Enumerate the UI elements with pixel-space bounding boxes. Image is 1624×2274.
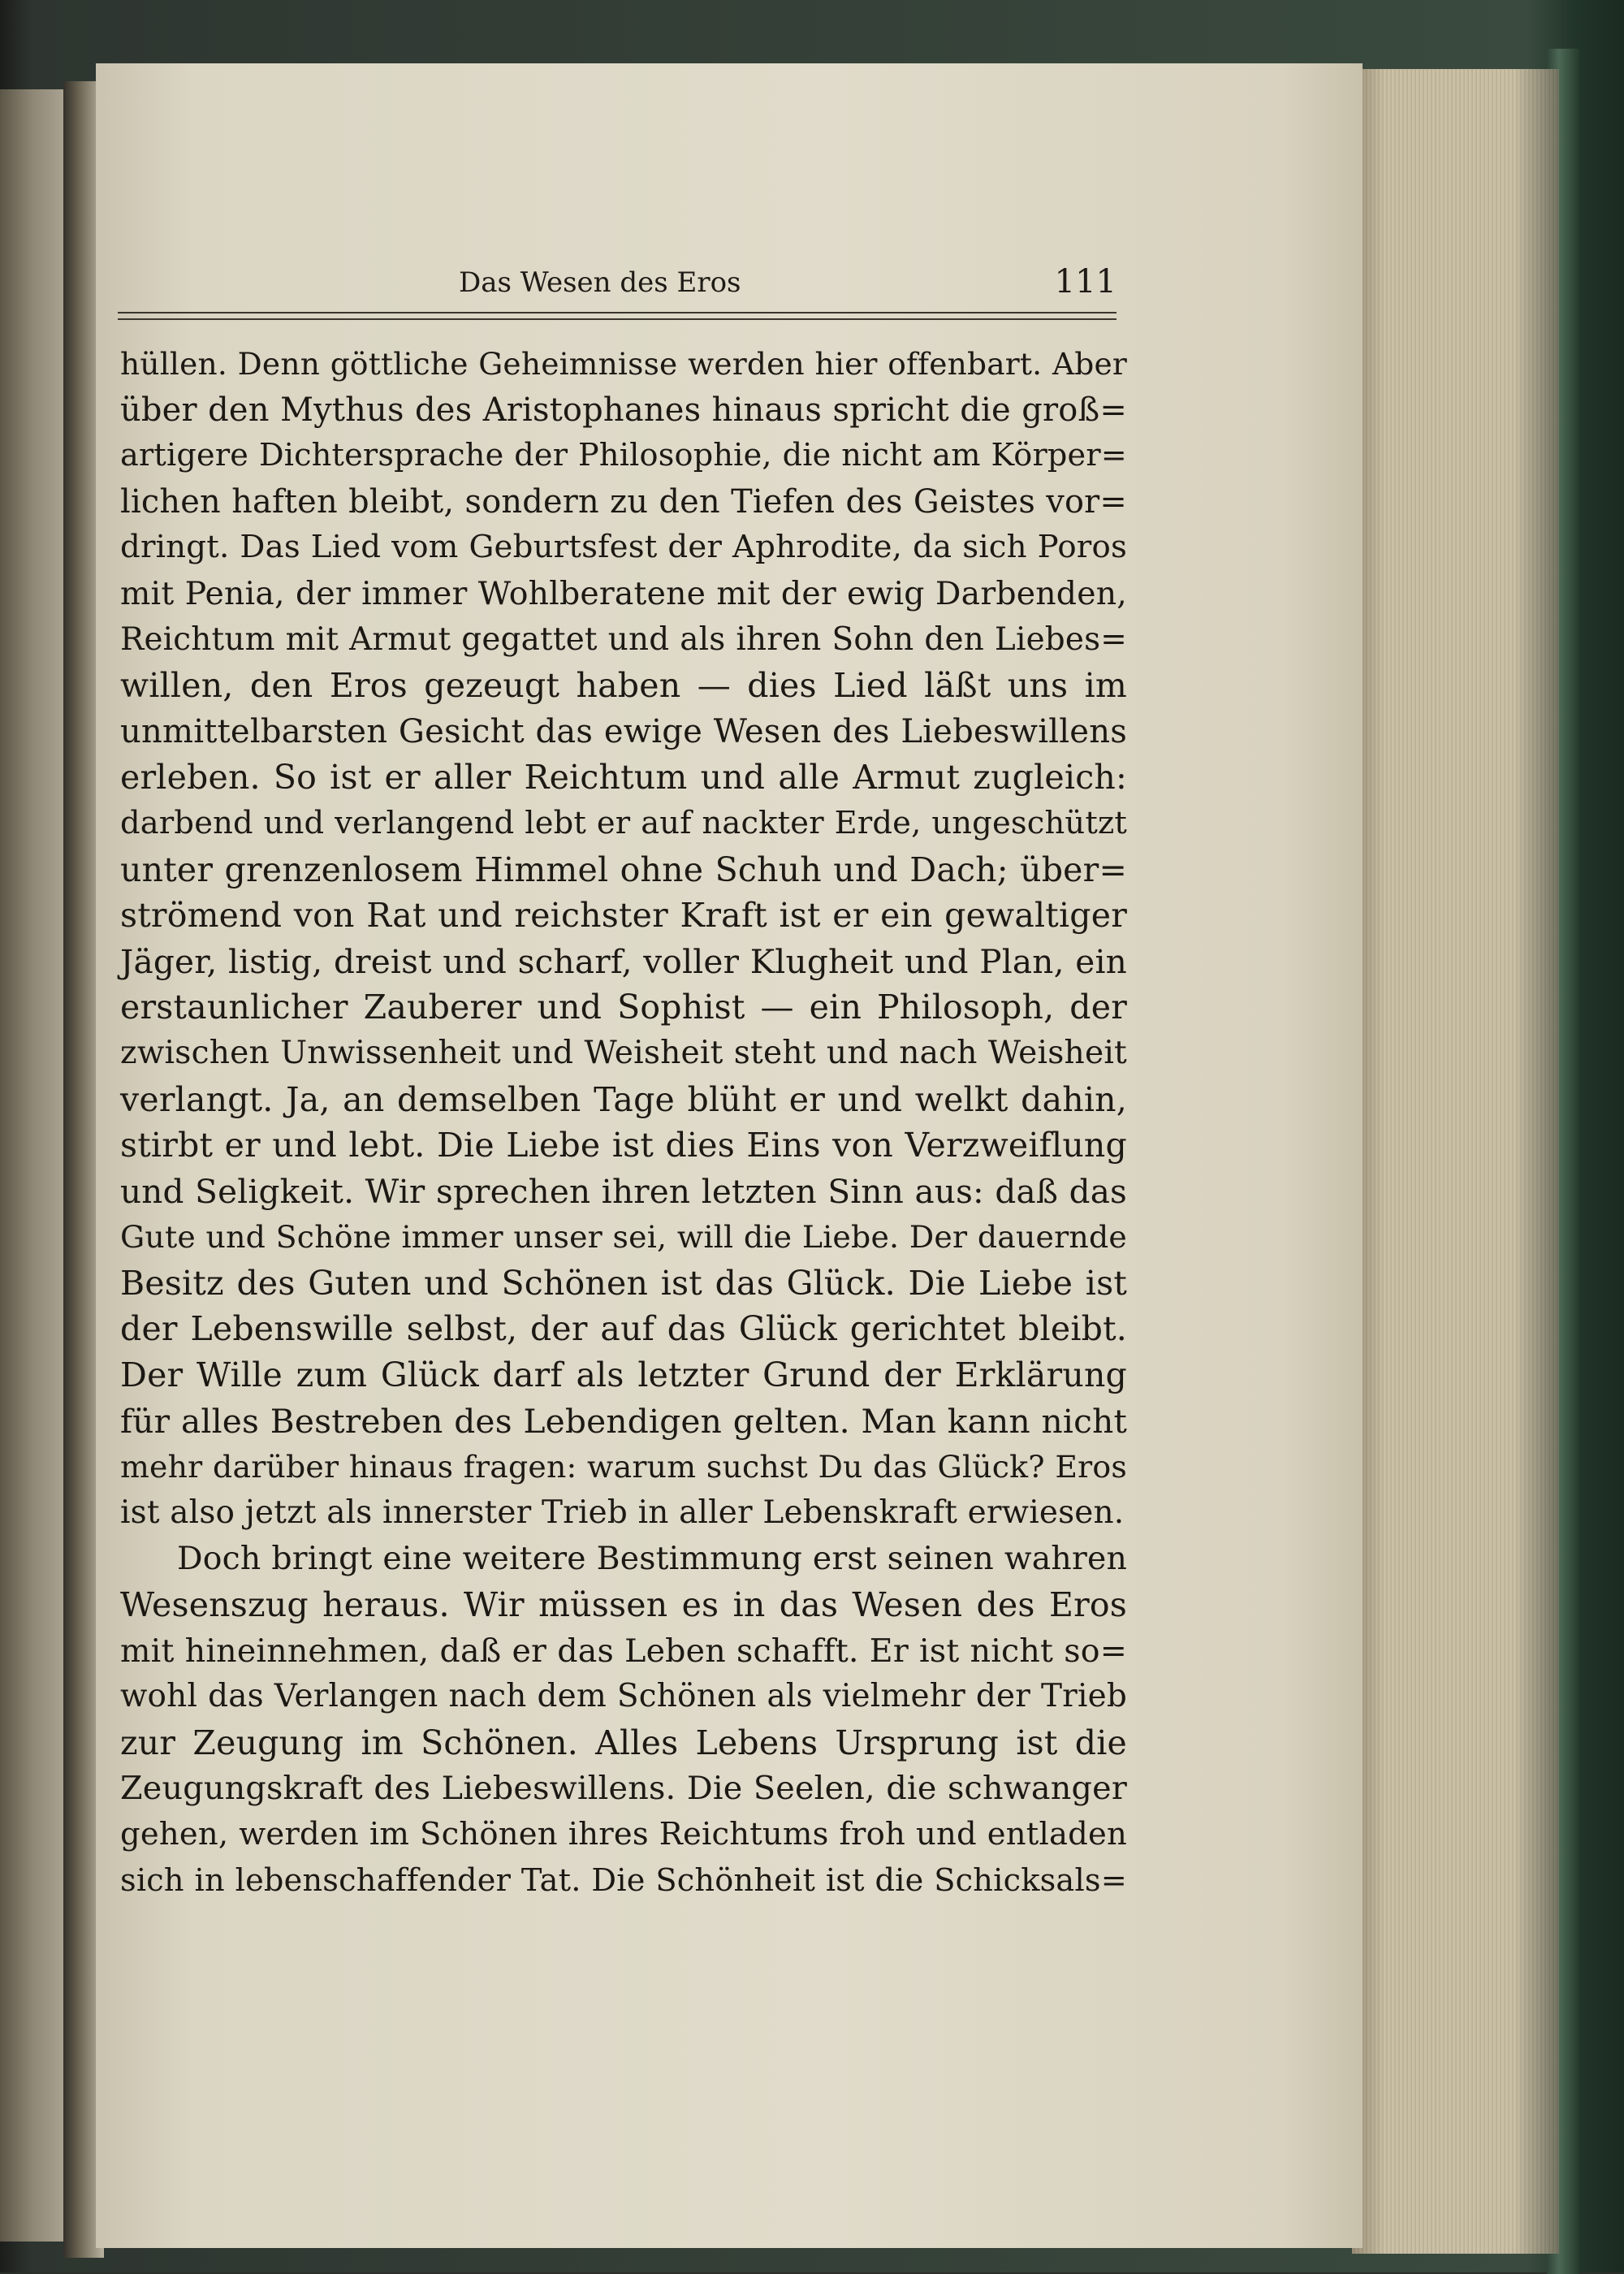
text-line: Der Wille zum Glück darf als letzter Grund der Erklärung xyxy=(120,1355,1127,1395)
text-line: unter grenzenlosem Himmel ohne Schuh und Dach; über= xyxy=(120,850,1127,889)
text-line: unmittelbarsten Gesicht das ewige Wesen des Liebeswillens xyxy=(120,712,1127,750)
text-line: strömend von Rat und reichster Kraft ist er ein gewaltiger xyxy=(120,896,1127,936)
paragraph-1 xyxy=(120,341,1127,1536)
text-line: zwischen Unwissenheit und Weisheit steht und nach Weisheit xyxy=(120,1034,1127,1071)
text-line: Jäger, listig, dreist und scharf, voller Klugheit und Plan, ein xyxy=(120,941,1127,981)
text-line: verlangt. Ja, an demselben Tage blüht er und welkt dahin, xyxy=(120,1079,1127,1119)
text-line: sich in lebenschaffender Tat. Die Schönheit ist die Schicksals= xyxy=(120,1861,1127,1899)
text-line: Reichtum mit Armut gegattet und als ihren Sohn den Liebes= xyxy=(120,620,1127,658)
header-rule-bottom xyxy=(118,318,1116,320)
text-line: Zeugungskraft des Liebeswillens. Die Seelen, die schwanger xyxy=(120,1770,1127,1808)
text-line: darbend und verlangend lebt er auf nackter Erde, ungeschützt xyxy=(120,804,1127,841)
text-line: zur Zeugung im Schönen. Alles Lebens Ursprung ist die xyxy=(120,1723,1127,1762)
paragraph-2 xyxy=(120,1536,1127,1904)
header-rule-top xyxy=(118,312,1116,313)
text-line: erstaunlicher Zauberer und Sophist — ein Philosoph, der xyxy=(120,988,1127,1027)
facing-page-edge xyxy=(0,89,63,2242)
text-line: dringt. Das Lied vom Geburtsfest der Aphrodite, da sich Poros xyxy=(120,529,1127,566)
text-line: stirbt er und lebt. Die Liebe ist dies Eins von Verzweiflung xyxy=(120,1126,1127,1165)
running-title: Das Wesen des Eros xyxy=(459,266,741,299)
text-line: Wesenszug heraus. Wir müssen es in das Wesen des Eros xyxy=(120,1585,1127,1625)
text-line: wohl das Verlangen nach dem Schönen als vielmehr der Trieb xyxy=(120,1678,1127,1715)
body-text xyxy=(120,341,1127,1904)
page-number: 111 xyxy=(1054,263,1116,300)
text-line: über den Mythus des Aristophanes hinaus spricht die groß= xyxy=(120,391,1127,429)
text-line: lichen haften bleibt, sondern zu den Tiefen des Geistes vor= xyxy=(120,482,1127,521)
text-line: erleben. So ist er aller Reichtum und alle Armut zugleich: xyxy=(120,758,1127,798)
text-line: Doch bringt eine weitere Bestimmung erst seinen wahren xyxy=(177,1540,1127,1578)
page-block-shadow xyxy=(1352,69,1559,2254)
text-line: hüllen. Denn göttliche Geheimnisse werden hier offenbart. Aber xyxy=(120,346,1127,382)
text-line: mit hineinnehmen, daß er das Leben schafft. Er ist nicht so= xyxy=(120,1632,1127,1670)
text-line: Gute und Schöne immer unser sei, will die Liebe. Der dauernde xyxy=(120,1219,1127,1256)
page-header xyxy=(118,263,1116,307)
text-line: und Seligkeit. Wir sprechen ihren letzten Sinn aus: daß das xyxy=(120,1171,1127,1211)
text-line: ist also jetzt als innerster Trieb in aller Lebenskraft erwiesen. xyxy=(120,1494,1125,1531)
text-line: für alles Bestreben des Lebendigen gelten. Man kann nicht xyxy=(120,1401,1127,1441)
text-line: mit Penia, der immer Wohlberatene mit der ewig Darbenden, xyxy=(120,574,1127,612)
text-line: Besitz des Guten und Schönen ist das Glück. Die Liebe ist xyxy=(120,1263,1127,1303)
text-line: der Lebenswille selbst, der auf das Glück gerichtet bleibt. xyxy=(120,1309,1127,1349)
text-line: mehr darüber hinaus fragen: warum suchst Du das Glück? Eros xyxy=(120,1449,1127,1485)
text-line: artigere Dichtersprache der Philosophie, die nicht am Körper= xyxy=(120,438,1127,474)
text-line: gehen, werden im Schönen ihres Reichtums froh und entladen xyxy=(120,1816,1127,1852)
text-line: willen, den Eros gezeugt haben — dies Lied läßt uns im xyxy=(120,666,1127,706)
